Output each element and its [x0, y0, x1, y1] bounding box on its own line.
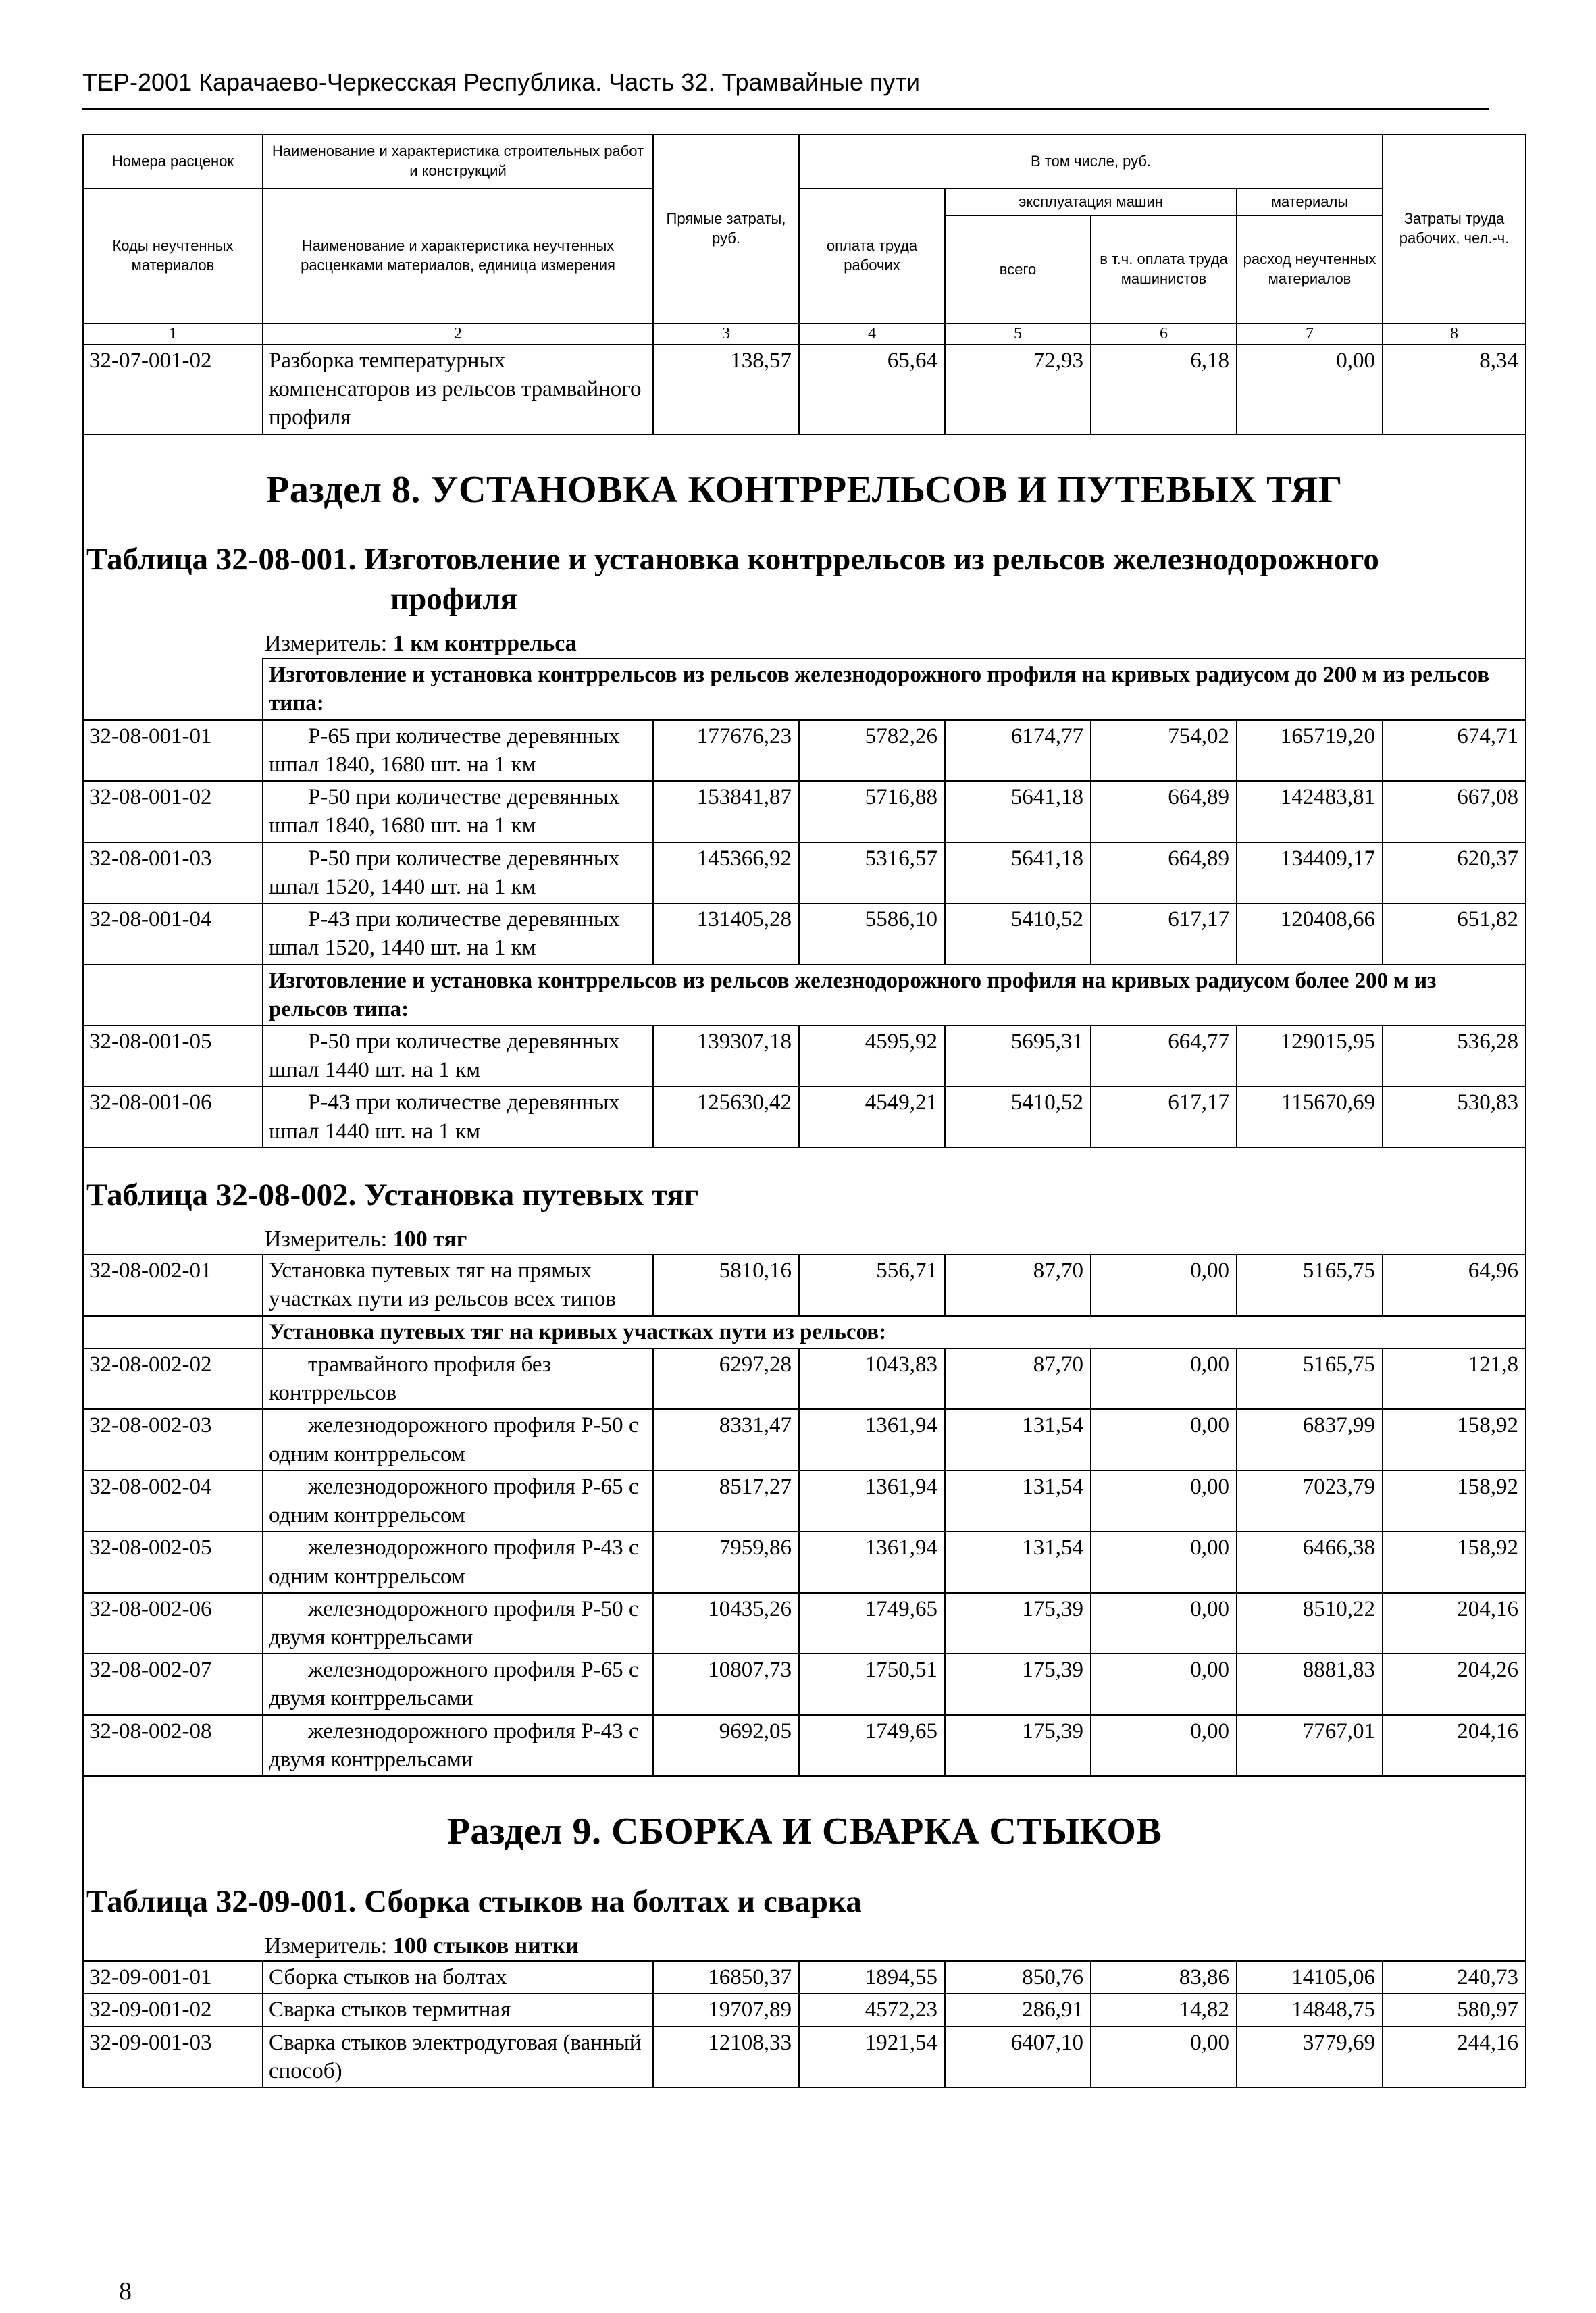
value-cell: 1749,65 — [799, 1715, 945, 1776]
col5-header: всего — [945, 215, 1091, 324]
measurer-label: Измеритель: — [265, 1226, 388, 1252]
col1-top-header: Номера расценок — [83, 134, 263, 188]
value-cell: 617,17 — [1091, 1086, 1237, 1147]
table-row — [83, 1471, 1526, 1531]
value-cell: 158,92 — [1383, 1409, 1526, 1470]
exploit-header: эксплуатация машин — [945, 188, 1237, 215]
value-cell: 16850,37 — [653, 1961, 799, 1993]
rate-code: 32-08-001-06 — [83, 1086, 263, 1147]
value-cell: 165719,20 — [1237, 720, 1383, 781]
column-number: 3 — [653, 324, 799, 345]
work-name: Р-50 при количестве деревянных шпал 1840, 1680 шт. на 1 км — [263, 781, 653, 842]
value-cell: 617,17 — [1091, 903, 1237, 964]
measurer-32-08-002-row — [83, 1215, 1526, 1255]
value-cell: 121,8 — [1383, 1348, 1526, 1409]
work-name: Сварка стыков электродуговая (ванный способ) — [263, 2027, 653, 2087]
value-cell: 556,71 — [799, 1254, 945, 1315]
value-cell: 664,89 — [1091, 781, 1237, 842]
rate-code: 32-08-001-05 — [83, 1025, 263, 1086]
work-name: железнодорожного профиля Р-50 с одним контррельсом — [263, 1409, 653, 1470]
value-cell: 0,00 — [1091, 1348, 1237, 1409]
value-cell: 1361,94 — [799, 1471, 945, 1531]
subheader-row — [83, 1316, 1526, 1348]
table-row — [83, 2027, 1526, 2087]
value-cell: 1361,94 — [799, 1409, 945, 1470]
col6-header: в т.ч. оплата труда машинистов — [1091, 215, 1237, 324]
subheader-row — [83, 659, 1526, 719]
table-row — [83, 1409, 1526, 1470]
col2-top-header: Наименование и характеристика строительных работ и конструкций — [263, 134, 653, 188]
value-cell: 6407,10 — [945, 2027, 1091, 2087]
measurer-32-08-001-row — [83, 619, 1526, 659]
value-cell: 115670,69 — [1237, 1086, 1383, 1147]
value-cell: 5410,52 — [945, 1086, 1091, 1147]
value-cell: 131,54 — [945, 1409, 1091, 1470]
value-cell: 3779,69 — [1237, 2027, 1383, 2087]
value-cell: 83,86 — [1091, 1961, 1237, 1993]
value-cell: 7767,01 — [1237, 1715, 1383, 1776]
value-cell: 87,70 — [945, 1254, 1091, 1315]
col3-header: Прямые затраты, руб. — [653, 134, 799, 324]
work-name: Р-43 при количестве деревянных шпал 1440 шт. на 1 км — [263, 1086, 653, 1147]
table-row — [83, 1593, 1526, 1654]
subheader-row — [83, 965, 1526, 1025]
header-row-1 — [83, 134, 1526, 188]
measurer-32-08-001 — [265, 629, 1520, 659]
value-cell: 204,26 — [1383, 1654, 1526, 1714]
value-cell: 5695,31 — [945, 1025, 1091, 1086]
value-cell: 620,37 — [1383, 842, 1526, 903]
rate-code: 32-09-001-01 — [83, 1961, 263, 1993]
value-cell: 6297,28 — [653, 1348, 799, 1409]
table-32-09-001-title-row — [83, 1875, 1526, 1922]
work-name: железнодорожного профиля Р-50 с двумя контррельсами — [263, 1593, 653, 1654]
value-cell: 674,71 — [1383, 720, 1526, 781]
section8-title-row — [83, 434, 1526, 534]
column-number: 1 — [83, 324, 263, 345]
work-name: железнодорожного профиля Р-65 с одним контррельсом — [263, 1471, 653, 1531]
column-number: 2 — [263, 324, 653, 345]
value-cell: 8881,83 — [1237, 1654, 1383, 1714]
running-header: ТЕР-2001 Карачаево-Черкесская Республика. Часть 32. Трамвайные пути — [82, 68, 920, 96]
rate-code: 32-08-002-05 — [83, 1531, 263, 1592]
table-row — [83, 1531, 1526, 1592]
value-cell: 158,92 — [1383, 1531, 1526, 1592]
value-cell: 0,00 — [1091, 1715, 1237, 1776]
value-cell: 64,96 — [1383, 1254, 1526, 1315]
rate-code: 32-08-002-01 — [83, 1254, 263, 1315]
value-cell: 536,28 — [1383, 1025, 1526, 1086]
col7-header: расход неучтенных материалов — [1237, 215, 1383, 324]
value-cell: 8510,22 — [1237, 1593, 1383, 1654]
materials-header: материалы — [1237, 188, 1383, 215]
subheader-curved-sections: Установка путевых тяг на кривых участках пути из рельсов: — [263, 1316, 1526, 1348]
value-cell: 5641,18 — [945, 842, 1091, 903]
value-cell: 1921,54 — [799, 2027, 945, 2087]
value-cell: 8517,27 — [653, 1471, 799, 1531]
rate-code: 32-08-002-08 — [83, 1715, 263, 1776]
value-cell: 0,00 — [1091, 1471, 1237, 1531]
value-cell: 5410,52 — [945, 903, 1091, 964]
table-32-09-001-title: Таблица 32-09-001. Сборка стыков на болтах и сварка — [86, 1883, 862, 1919]
value-cell: 667,08 — [1383, 781, 1526, 842]
measurer-label: Измеритель: — [265, 630, 388, 656]
work-name: Установка путевых тяг на прямых участках пути из рельсов всех типов — [263, 1254, 653, 1315]
value-cell: 14105,06 — [1237, 1961, 1383, 1993]
value-cell: 129015,95 — [1237, 1025, 1383, 1086]
value-cell: 5810,16 — [653, 1254, 799, 1315]
column-number: 8 — [1383, 324, 1526, 345]
column-number: 5 — [945, 324, 1091, 345]
work-name: железнодорожного профиля Р-65 с двумя контррельсами — [263, 1654, 653, 1714]
value-cell: 10807,73 — [653, 1654, 799, 1714]
rate-code: 32-08-002-07 — [83, 1654, 263, 1714]
work-name: железнодорожного профиля Р-43 с одним контррельсом — [263, 1531, 653, 1592]
value-cell: 5716,88 — [799, 781, 945, 842]
price-table — [82, 134, 1526, 2088]
measurer-32-09-001 — [265, 1931, 1520, 1961]
work-name: Р-65 при количестве деревянных шпал 1840, 1680 шт. на 1 км — [263, 720, 653, 781]
table-row — [83, 1715, 1526, 1776]
rate-code: 32-09-001-02 — [83, 1993, 263, 2026]
table-title-line1: Таблица 32-08-001. Изготовление и установка контррельсов из рельсов железнодорожного — [86, 542, 1379, 578]
column-number-row — [83, 324, 1526, 345]
value-cell: 131405,28 — [653, 903, 799, 964]
value-cell: 1361,94 — [799, 1531, 945, 1592]
value-cell: 580,97 — [1383, 1993, 1526, 2026]
value-cell: 0,00 — [1091, 1254, 1237, 1315]
value-cell: 131,54 — [945, 1471, 1091, 1531]
rate-code: 32-08-002-03 — [83, 1409, 263, 1470]
value-cell: 0,00 — [1091, 1531, 1237, 1592]
col1-bottom-header: Коды неучтенных материалов — [83, 188, 263, 324]
table-row — [83, 1254, 1526, 1315]
value-cell: 9692,05 — [653, 1715, 799, 1776]
work-name: трамвайного профиля без контррельсов — [263, 1348, 653, 1409]
value-cell: 5586,10 — [799, 903, 945, 964]
column-number: 7 — [1237, 324, 1383, 345]
value-cell: 5782,26 — [799, 720, 945, 781]
value-cell: 651,82 — [1383, 903, 1526, 964]
value-cell: 1749,65 — [799, 1593, 945, 1654]
rate-code: 32-08-002-04 — [83, 1471, 263, 1531]
page-number: 8 — [119, 2277, 132, 2306]
value-cell: 7023,79 — [1237, 1471, 1383, 1531]
rate-code: 32-08-001-03 — [83, 842, 263, 903]
value-cell: 664,77 — [1091, 1025, 1237, 1086]
section9-title: Раздел 9. СБОРКА И СВАРКА СТЫКОВ — [446, 1810, 1162, 1853]
measurer-label: Измеритель: — [265, 1933, 388, 1958]
value-cell: 6466,38 — [1237, 1531, 1383, 1592]
table-32-08-001-title-row — [83, 533, 1526, 619]
table-row — [83, 345, 1526, 434]
value-cell: 5165,75 — [1237, 1254, 1383, 1315]
value-cell: 14,82 — [1091, 1993, 1237, 2026]
value-cell: 240,73 — [1383, 1961, 1526, 1993]
value-cell: 664,89 — [1091, 842, 1237, 903]
value-cell: 177676,23 — [653, 720, 799, 781]
value-cell: 5165,75 — [1237, 1348, 1383, 1409]
work-name: Р-50 при количестве деревянных шпал 1440 шт. на 1 км — [263, 1025, 653, 1086]
value-cell: 204,16 — [1383, 1715, 1526, 1776]
value-cell: 87,70 — [945, 1348, 1091, 1409]
value-cell: 0,00 — [1091, 1654, 1237, 1714]
work-name: Сварка стыков термитная — [263, 1993, 653, 2026]
value-cell: 175,39 — [945, 1593, 1091, 1654]
col2-bottom-header: Наименование и характеристика неучтенных расценками материалов, единица измерения — [263, 188, 653, 324]
rate-code: 32-07-001-02 — [83, 345, 263, 434]
value-cell: 0,00 — [1091, 2027, 1237, 2087]
subheader-curves-over-200: Изготовление и установка контррельсов из рельсов железнодорожного профиля на кривых радиусом более 200 м из рельсов типа: — [263, 965, 1526, 1025]
table-row — [83, 842, 1526, 903]
value-cell: 4572,23 — [799, 1993, 945, 2026]
rate-code: 32-08-001-02 — [83, 781, 263, 842]
value-cell: 6174,77 — [945, 720, 1091, 781]
work-name: железнодорожного профиля Р-43 с двумя контррельсами — [263, 1715, 653, 1776]
value-cell: 65,64 — [799, 345, 945, 434]
value-cell: 5641,18 — [945, 781, 1091, 842]
measurer-value: 100 стыков нитки — [392, 1933, 579, 1958]
table-32-08-002-title-row — [83, 1148, 1526, 1215]
work-name: Разборка температурных компенсаторов из рельсов трамвайного профиля — [263, 345, 653, 434]
value-cell: 131,54 — [945, 1531, 1091, 1592]
col4-header: оплата труда рабочих — [799, 188, 945, 324]
value-cell: 14848,75 — [1237, 1993, 1383, 2026]
table-row — [83, 903, 1526, 964]
table-32-08-001-title — [86, 540, 1522, 619]
value-cell: 754,02 — [1091, 720, 1237, 781]
value-cell: 0,00 — [1091, 1593, 1237, 1654]
value-cell: 1043,83 — [799, 1348, 945, 1409]
table-row — [83, 720, 1526, 781]
value-cell: 204,16 — [1383, 1593, 1526, 1654]
subheader-curves-up-to-200: Изготовление и установка контррельсов из рельсов железнодорожного профиля на кривых радиусом до 200 м из рельсов типа: — [263, 659, 1526, 719]
rate-code: 32-08-001-04 — [83, 903, 263, 964]
measurer-value: 100 тяг — [392, 1226, 467, 1252]
value-cell: 6,18 — [1091, 345, 1237, 434]
section8-title: Раздел 8. УСТАНОВКА КОНТРРЕЛЬСОВ И ПУТЕВЫХ ТЯГ — [266, 468, 1343, 511]
table-row — [83, 1961, 1526, 1993]
value-cell: 125630,42 — [653, 1086, 799, 1147]
table-row — [83, 1086, 1526, 1147]
measurer-value: 1 км контррельса — [392, 630, 577, 656]
table-row — [83, 1348, 1526, 1409]
value-cell: 158,92 — [1383, 1471, 1526, 1531]
value-cell: 19707,89 — [653, 1993, 799, 2026]
value-cell: 0,00 — [1091, 1409, 1237, 1470]
value-cell: 8331,47 — [653, 1409, 799, 1470]
value-cell: 1894,55 — [799, 1961, 945, 1993]
measurer-32-09-001-row — [83, 1922, 1526, 1962]
incl-header: В том числе, руб. — [799, 134, 1383, 188]
value-cell: 139307,18 — [653, 1025, 799, 1086]
value-cell: 72,93 — [945, 345, 1091, 434]
column-number: 6 — [1091, 324, 1237, 345]
subheader-spacer — [83, 1316, 263, 1348]
header-row-2 — [83, 188, 1526, 215]
rate-code: 32-09-001-03 — [83, 2027, 263, 2087]
subheader-spacer — [83, 659, 263, 719]
work-name: Р-43 при количестве деревянных шпал 1520, 1440 шт. на 1 км — [263, 903, 653, 964]
value-cell: 134409,17 — [1237, 842, 1383, 903]
value-cell: 4549,21 — [799, 1086, 945, 1147]
value-cell: 0,00 — [1237, 345, 1383, 434]
header-rule — [82, 108, 1489, 110]
value-cell: 175,39 — [945, 1654, 1091, 1714]
value-cell: 142483,81 — [1237, 781, 1383, 842]
value-cell: 145366,92 — [653, 842, 799, 903]
value-cell: 6837,99 — [1237, 1409, 1383, 1470]
value-cell: 850,76 — [945, 1961, 1091, 1993]
work-name: Сборка стыков на болтах — [263, 1961, 653, 1993]
table-row — [83, 1993, 1526, 2026]
table-title-line2: профиля — [390, 581, 518, 617]
measurer-32-08-002 — [265, 1225, 1520, 1254]
value-cell: 120408,66 — [1237, 903, 1383, 964]
work-name: Р-50 при количестве деревянных шпал 1520, 1440 шт. на 1 км — [263, 842, 653, 903]
value-cell: 1750,51 — [799, 1654, 945, 1714]
value-cell: 5316,57 — [799, 842, 945, 903]
rate-code: 32-08-002-02 — [83, 1348, 263, 1409]
value-cell: 244,16 — [1383, 2027, 1526, 2087]
table-row — [83, 1025, 1526, 1086]
value-cell: 153841,87 — [653, 781, 799, 842]
table-row — [83, 1654, 1526, 1714]
subheader-spacer — [83, 965, 263, 1025]
value-cell: 175,39 — [945, 1715, 1091, 1776]
rate-code: 32-08-002-06 — [83, 1593, 263, 1654]
table-row — [83, 781, 1526, 842]
section9-title-row — [83, 1776, 1526, 1875]
value-cell: 286,91 — [945, 1993, 1091, 2026]
table-32-08-002-title: Таблица 32-08-002. Установка путевых тяг — [86, 1177, 699, 1213]
value-cell: 138,57 — [653, 345, 799, 434]
column-number: 4 — [799, 324, 945, 345]
value-cell: 12108,33 — [653, 2027, 799, 2087]
value-cell: 10435,26 — [653, 1593, 799, 1654]
value-cell: 4595,92 — [799, 1025, 945, 1086]
col8-header: Затраты труда рабочих, чел.-ч. — [1383, 134, 1526, 324]
value-cell: 7959,86 — [653, 1531, 799, 1592]
value-cell: 530,83 — [1383, 1086, 1526, 1147]
rate-code: 32-08-001-01 — [83, 720, 263, 781]
value-cell: 8,34 — [1383, 345, 1526, 434]
